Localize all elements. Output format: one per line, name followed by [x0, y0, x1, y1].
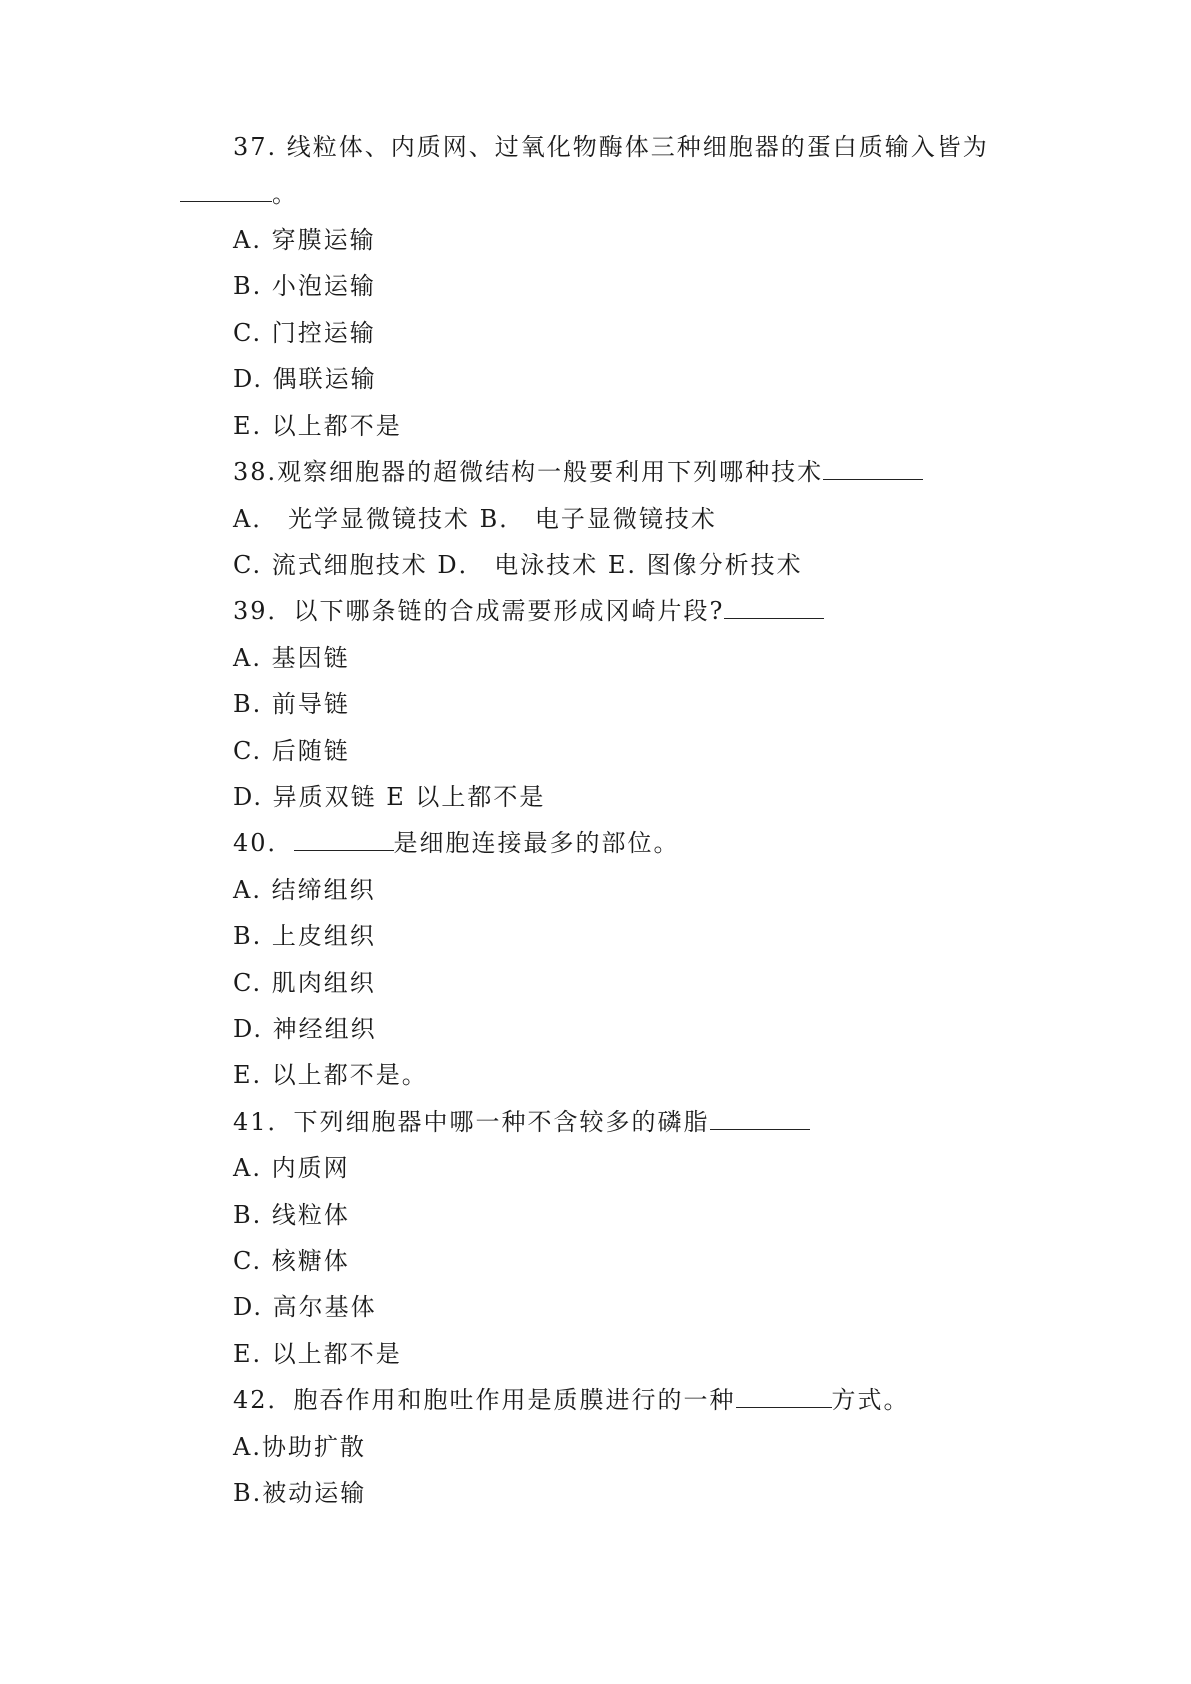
- option-a: A. 穿膜运输: [233, 226, 376, 254]
- option-a: A. 基因链: [233, 644, 350, 672]
- option-b: B.被动运输: [233, 1479, 367, 1507]
- question-37-continuation: [180, 177, 298, 211]
- option-c: C. 核糖体: [233, 1247, 350, 1275]
- question-text: 39．以下哪条链的合成需要形成冈崎片段?: [233, 597, 725, 625]
- question-text: 41．下列细胞器中哪一种不含较多的磷脂: [233, 1108, 710, 1136]
- answer-blank: [294, 826, 394, 851]
- question-42-stem: [233, 1383, 910, 1417]
- options-line-1: A． 光学显微镜技术 B． 电子显微镜技术: [233, 505, 717, 533]
- option-a: A. 结缔组织: [233, 876, 376, 904]
- option-c: C. 后随链: [233, 737, 350, 765]
- option-b: B. 上皮组织: [233, 922, 376, 950]
- question-text: 38.观察细胞器的超微结构一般要利用下列哪种技术: [233, 458, 824, 486]
- question-text: 42．胞吞作用和胞吐作用是质膜进行的一种: [233, 1386, 736, 1414]
- question-39-stem: [233, 594, 824, 628]
- answer-blank: [724, 594, 824, 619]
- option-b: B. 前导链: [233, 690, 350, 718]
- option-e: E. 以上都不是。: [233, 1061, 428, 1089]
- option-c: C. 门控运输: [233, 319, 376, 347]
- option-e: E. 以上都不是: [233, 412, 402, 440]
- answer-blank: [710, 1105, 810, 1130]
- option-a: A. 内质网: [233, 1154, 350, 1182]
- option-d: D. 神经组织: [233, 1015, 377, 1043]
- options-line-2: C. 流式细胞技术 D． 电泳技术 E. 图像分析技术: [233, 551, 803, 579]
- question-text-suffix: 方式。: [831, 1386, 910, 1414]
- question-text: 37. 线粒体、内质网、过氧化物酶体三种细胞器的蛋白质输入皆为: [233, 133, 989, 161]
- question-40-stem: [233, 826, 680, 860]
- question-38-stem: [233, 455, 923, 489]
- question-37-stem: [233, 130, 989, 164]
- option-e: E. 以上都不是: [233, 1340, 402, 1368]
- option-b: B. 线粒体: [233, 1201, 350, 1229]
- answer-blank: [823, 455, 923, 480]
- question-text-suffix: 。: [272, 180, 298, 208]
- question-number: 40．: [233, 829, 294, 857]
- answer-blank: [736, 1383, 832, 1408]
- option-c: C. 肌肉组织: [233, 969, 376, 997]
- option-b: B. 小泡运输: [233, 272, 376, 300]
- option-d-e: D. 异质双链 E 以上都不是: [233, 783, 546, 811]
- option-d: D. 高尔基体: [233, 1293, 377, 1321]
- question-41-stem: [233, 1105, 810, 1139]
- option-a: A.协助扩散: [233, 1433, 366, 1461]
- question-text: 是细胞连接最多的部位。: [393, 829, 680, 857]
- answer-blank: [180, 177, 272, 202]
- option-d: D. 偶联运输: [233, 365, 377, 393]
